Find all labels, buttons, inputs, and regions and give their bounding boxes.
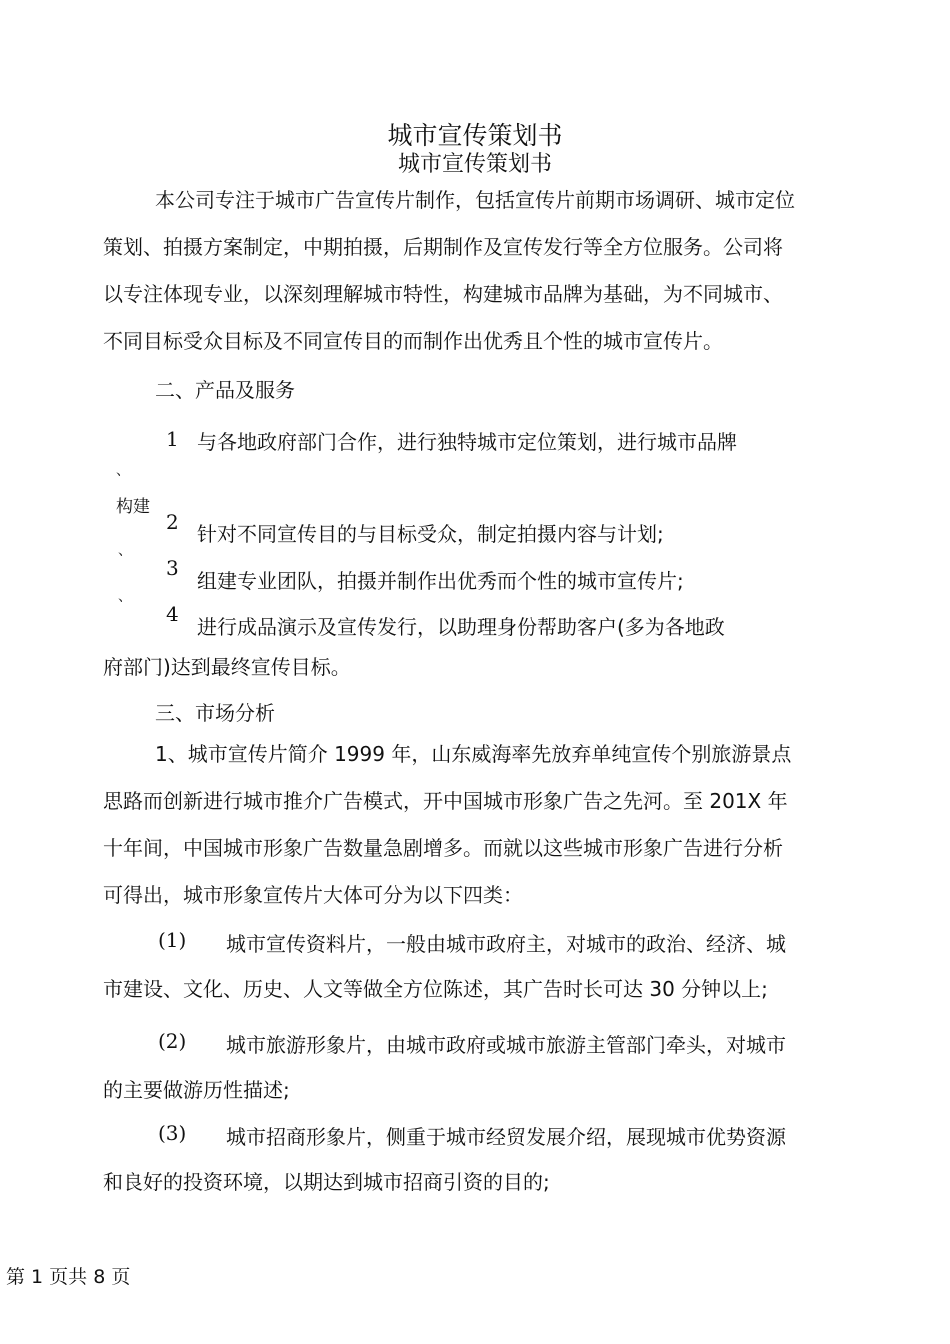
market-line: 思路而创新进行城市推介广告模式，开中国城市形象广告之先河。至 201X 年 xyxy=(103,789,788,813)
page-number-footer: 第 1 页共 8 页 xyxy=(6,1266,131,1288)
type-text-continuation: 和良好的投资环境，以期达到城市招商引资的目的; xyxy=(103,1170,550,1194)
intro-line: 不同目标受众目标及不同宣传目的而制作出优秀且个性的城市宣传片。 xyxy=(103,329,723,353)
list-item-number: 1 xyxy=(166,427,179,451)
market-line: 可得出，城市形象宣传片大体可分为以下四类： xyxy=(103,883,523,907)
market-line: 十年间，中国城市形象广告数量急剧增多。而就以这些城市形象广告进行分析 xyxy=(103,836,783,860)
intro-paragraph xyxy=(103,177,843,365)
market-line: 1、城市宣传片简介 1999 年，山东威海率先放弃单纯宣传个别旅游景点 xyxy=(155,742,792,766)
document-title: 城市宣传策划书 xyxy=(387,121,563,150)
document-subtitle: 城市宣传策划书 xyxy=(397,152,552,177)
intro-line: 以专注体现专业，以深刻理解城市特性，构建城市品牌为基础，为不同城市、 xyxy=(103,282,783,306)
type-text-continuation: 的主要做游历性描述; xyxy=(103,1078,290,1102)
list-item-continuation: 府部门)达到最终宣传目标。 xyxy=(103,655,351,679)
type-label: (3) xyxy=(158,1121,187,1145)
list-item-text: 进行成品演示及宣传发行，以助理身份帮助客户(多为各地政 xyxy=(197,615,725,639)
list-item-text: 组建专业团队，拍摄并制作出优秀而个性的城市宣传片; xyxy=(197,569,684,593)
list-item-mark: 、 xyxy=(118,544,132,559)
list-item-mark: 、 xyxy=(118,590,132,605)
type-text: 城市宣传资料片，一般由城市政府主，对城市的政治、经济、城 xyxy=(226,932,786,956)
list-item-mark: 、 xyxy=(116,464,130,479)
section-heading-market: 三、市场分析 xyxy=(155,701,275,725)
type-text: 城市招商形象片，侧重于城市经贸发展介绍，展现城市优势资源 xyxy=(226,1125,786,1149)
type-label: (2) xyxy=(158,1029,187,1053)
list-item-number: 3 xyxy=(166,556,179,580)
intro-line: 策划、拍摄方案制定，中期拍摄，后期制作及宣传发行等全方位服务。公司将 xyxy=(103,235,783,259)
list-item-overflow-text: 构建 xyxy=(116,497,150,517)
type-text-continuation: 市建设、文化、历史、人文等做全方位陈述，其广告时长可达 30 分钟以上; xyxy=(103,977,768,1001)
type-label: (1) xyxy=(158,928,187,952)
intro-line: 本公司专注于城市广告宣传片制作，包括宣传片前期市场调研、城市定位 xyxy=(155,188,795,212)
list-item-number: 2 xyxy=(166,510,179,534)
market-paragraph xyxy=(103,731,843,919)
section-heading-products: 二、产品及服务 xyxy=(155,378,295,402)
type-text: 城市旅游形象片，由城市政府或城市旅游主管部门牵头，对城市 xyxy=(226,1033,786,1057)
list-item-text: 针对不同宣传目的与目标受众，制定拍摄内容与计划; xyxy=(197,522,664,546)
list-item-text: 与各地政府部门合作，进行独特城市定位策划，进行城市品牌 xyxy=(197,430,737,454)
list-item-number: 4 xyxy=(166,602,179,626)
